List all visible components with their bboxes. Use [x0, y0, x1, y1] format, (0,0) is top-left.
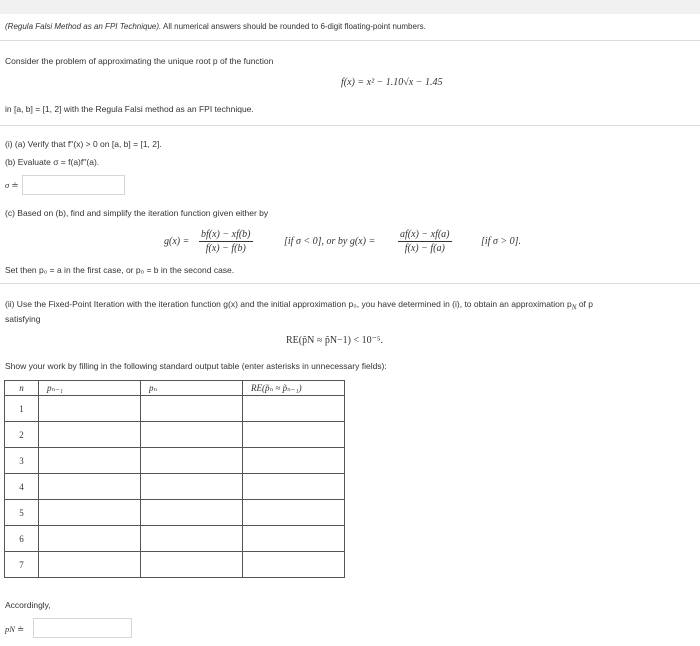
divider: [0, 40, 700, 41]
table-row: [5, 422, 345, 448]
g1-numerator: bf(x) − xf(b): [201, 229, 251, 240]
row-index: 2: [5, 422, 39, 448]
re-cell[interactable]: [243, 552, 345, 578]
table-row: [5, 396, 345, 422]
table-row: [5, 526, 345, 552]
pn-label: pN ≐: [5, 624, 25, 634]
interval-text: in [a, b] = [1, 2] with the Regula Falsi method as an FPI technique.: [5, 104, 254, 114]
re-cell[interactable]: [243, 500, 345, 526]
pn-cell[interactable]: [141, 552, 243, 578]
pn-cell[interactable]: [141, 474, 243, 500]
table-row: [5, 448, 345, 474]
pn-1-cell[interactable]: [39, 448, 141, 474]
header-pn: pₙ: [141, 381, 243, 396]
part-ii-line1: (ii) Use the Fixed-Point Iteration with the iteration function g(x) and the initial approximation p₀, you have determined in (i), to obtain an approximation p: [5, 299, 572, 309]
part-i-a: (i) (a) Verify that f′′(x) > 0 on [a, b] = [1, 2].: [5, 139, 162, 149]
re-cell[interactable]: [243, 448, 345, 474]
pn-cell[interactable]: [141, 422, 243, 448]
problem-intro: Consider the problem of approximating the unique root p of the function: [5, 56, 274, 66]
divider: [0, 125, 700, 126]
header-n: n: [5, 381, 39, 396]
pn-1-cell[interactable]: [39, 526, 141, 552]
p0-instruction: Set then p₀ = a in the first case, or p₀ = b in the second case.: [5, 265, 235, 275]
sigma-input[interactable]: [22, 175, 125, 195]
output-table: [4, 380, 345, 578]
re-cell[interactable]: [243, 474, 345, 500]
subscript-n: N: [571, 303, 577, 312]
g2-fraction: [398, 228, 452, 255]
condition-1: [if σ < 0], or by g(x) =: [284, 236, 376, 247]
row-index: 6: [5, 526, 39, 552]
table-instructions: Show your work by filling in the following standard output table (enter asterisks in unnecessary fields):: [5, 361, 387, 371]
row-index: 7: [5, 552, 39, 578]
part-ii-line1-end: of p: [578, 299, 594, 309]
pn-cell[interactable]: [141, 396, 243, 422]
pn-cell[interactable]: [141, 500, 243, 526]
g1-denominator: f(x) − f(b): [205, 243, 246, 254]
row-index: 1: [5, 396, 39, 422]
problem-header: [5, 22, 426, 31]
pn-1-cell[interactable]: [39, 422, 141, 448]
table-row: [5, 552, 345, 578]
accordingly-text: Accordingly,: [5, 600, 51, 610]
g2-denominator: f(x) − f(a): [404, 243, 445, 254]
row-index: 3: [5, 448, 39, 474]
g1-fraction: [199, 228, 253, 255]
table-header-row: [5, 381, 345, 396]
pn-1-cell[interactable]: [39, 500, 141, 526]
pn-1-cell[interactable]: [39, 552, 141, 578]
pn-cell[interactable]: [141, 526, 243, 552]
row-index: 4: [5, 474, 39, 500]
pn-1-cell[interactable]: [39, 474, 141, 500]
part-ii-line2: satisfying: [5, 314, 41, 324]
header-pn-1: pₙ₋₁: [39, 381, 141, 396]
header-title: (Regula Falsi Method as an FPI Technique).: [5, 22, 162, 31]
row-index: 5: [5, 500, 39, 526]
header-instructions: All numerical answers should be rounded to 6-digit floating-point numbers.: [163, 22, 426, 31]
pn-input[interactable]: [33, 618, 132, 638]
top-bar: [0, 0, 700, 14]
stopping-criterion: RE(p̃N ≈ p̃N−1) < 10⁻⁵.: [286, 335, 383, 346]
g-lhs: g(x) =: [164, 236, 190, 247]
g2-numerator: af(x) − xf(a): [400, 229, 450, 240]
function-formula: f(x) = x² − 1.10√x − 1.45: [341, 77, 443, 88]
pn-cell[interactable]: [141, 448, 243, 474]
header-re: RE(p̃ₙ ≈ p̃ₙ₋₁): [243, 381, 345, 396]
pn-1-cell[interactable]: [39, 396, 141, 422]
re-cell[interactable]: [243, 396, 345, 422]
part-i-c: (c) Based on (b), find and simplify the iteration function given either by: [5, 208, 269, 218]
part-ii-text: [5, 299, 593, 312]
sigma-label: σ ≐: [5, 180, 19, 190]
re-cell[interactable]: [243, 422, 345, 448]
condition-2: [if σ > 0].: [481, 236, 522, 247]
part-i-b: (b) Evaluate σ = f(a)f′′(a).: [5, 157, 100, 167]
table-row: [5, 500, 345, 526]
table-row: [5, 474, 345, 500]
divider: [0, 283, 700, 284]
re-cell[interactable]: [243, 526, 345, 552]
